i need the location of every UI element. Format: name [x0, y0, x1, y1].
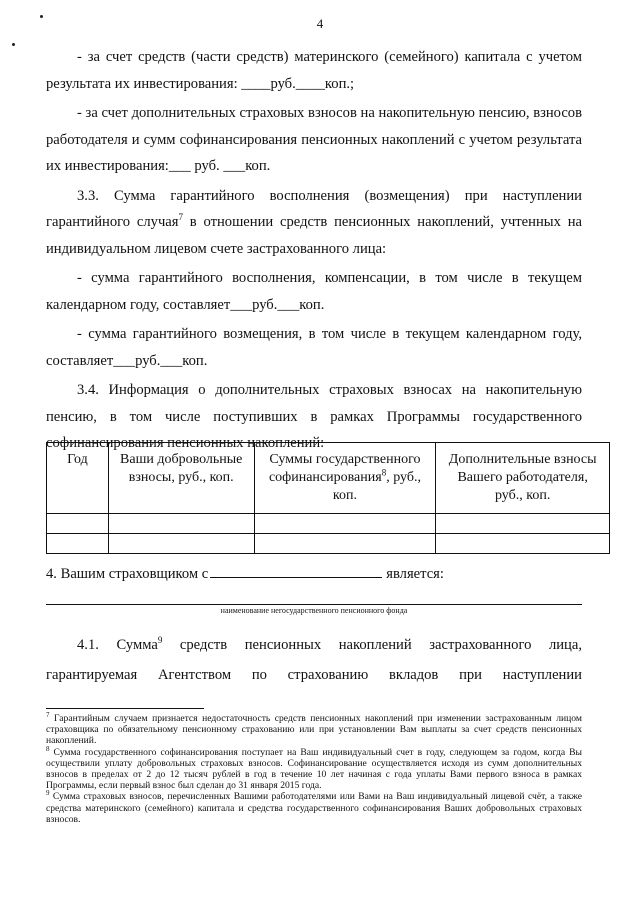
paragraph-3-3: [46, 183, 582, 263]
paragraph-4-1-body: [46, 630, 582, 690]
insurer-label-tail: является:: [386, 566, 444, 582]
page-number: 4: [316, 16, 324, 31]
footnote-ref-7: 7: [178, 212, 183, 223]
footnote-mark: 9: [46, 789, 50, 798]
header-voluntary-contributions: Ваши добровольные взносы, руб., коп.: [108, 443, 254, 514]
table-cell: [254, 514, 436, 534]
paragraph-additional-contributions: - за счет дополнительных страховых взносов на накопительную пенсию, взносов работодателя и сумм софинансирования пенсионных накоплений с учетом результата их инвестирования:___ руб. ___коп.: [46, 105, 582, 174]
footnote-7: [46, 710, 582, 747]
table-cell: [47, 514, 109, 534]
paragraph-4-1: [46, 630, 582, 690]
header-cofinancing-text: Суммы государственного софинансирования: [268, 452, 421, 485]
footnote-text: Гарантийным случаем признается недостаточность средств пенсионных накоплений при изменении застрахованным лицом страховщика по обязательному пенсионному страхованию или при установлении Вам выплаты за счет средств пенсионных накоплений.: [46, 713, 582, 747]
footnote-separator: [46, 708, 204, 709]
fund-name-line: [46, 604, 582, 605]
table-row: [47, 514, 610, 534]
table-cell: [254, 534, 436, 554]
footnote-mark: 7: [46, 710, 50, 719]
header-year: Год: [47, 443, 109, 514]
table-header-row: [47, 443, 610, 514]
footnote-mark: 8: [46, 744, 50, 753]
paragraph-4-1-text: 4.1. Сумма: [77, 637, 158, 653]
scan-speck: [12, 43, 15, 46]
table-cell: [108, 514, 254, 534]
header-employer-contributions: Дополнительные взносы Вашего работодателя, руб., коп.: [436, 443, 610, 514]
insurer-label: 4. Вашим страховщиком с: [46, 566, 209, 582]
fund-name-caption: наименование негосударственного пенсионного фонда: [220, 606, 408, 615]
footnote-ref-9: 9: [157, 635, 163, 646]
table-cell: [108, 534, 254, 554]
main-text: [46, 44, 582, 460]
paragraph-3-4: 3.4. Информация о дополнительных страховых взносах на накопительную пенсию, в том числе поступивших в рамках Программы государственного софинансирования пенсионных накоплений:: [46, 382, 582, 451]
footnote-8: [46, 744, 582, 792]
paragraph-guarantee-restoration: - сумма гарантийного восполнения, компенсации, в том числе в текущем календарном году, составляет___руб.___коп.: [46, 270, 582, 313]
contributions-table: [46, 442, 610, 554]
table-row: [47, 534, 610, 554]
paragraph-3-3-text: 3.3. Сумма гарантийного восполнения (возмещения) при наступлении гарантийного случая: [46, 187, 582, 230]
insurer-date-blank: [210, 563, 382, 578]
paragraph-maternity-capital: - за счет средств (части средств) материнского (семейного) капитала с учетом результата их инвестирования: ____руб.____коп.;: [46, 49, 582, 92]
footnotes: [46, 710, 582, 825]
table-cell: [436, 534, 610, 554]
footnote-ref-8: 8: [381, 467, 387, 478]
insurer-line: [46, 563, 610, 583]
paragraph-guarantee-compensation: - сумма гарантийного возмещения, в том числе в текущем календарном году, составляет___руб.___коп.: [46, 326, 582, 369]
paragraph-3-3-text-tail: в отношении средств пенсионных накоплений, учтенных на индивидуальном лицевом счете застрахованного лица:: [46, 214, 582, 257]
header-cofinancing: [254, 443, 436, 514]
table-cell: [436, 514, 610, 534]
header-cofinancing-tail: , руб., коп.: [332, 470, 421, 503]
paragraph-4-1-text-tail: средств пенсионных накоплений застрахованного лица, гарантируемая Агентством по страхованию вкладов при наступлении: [46, 637, 582, 683]
footnote-text: Сумма страховых взносов, перечисленных Вашими работодателями или Вами на Ваш индивидуальный лицевой счёт, а также средства материнского (семейного) капитала и средства государственного софинансирования Ваших добровольных страховых взносов.: [46, 791, 582, 825]
footnote-text: Сумма государственного софинансирования поступает на Ваш индивидуальный счет в году, следующем за годом, когда Вы осуществили уплату добровольных страховых взносов. Софинансирование осуществляется исходя из сумм дополнительных взносов в пределах от 2 до 12 тысяч рублей в год в течение 10 лет начиная с года уплаты Вами первого взноса в рамках Программы, если первый взнос был сделан до 31 января 2015 года.: [46, 746, 582, 792]
table-cell: [47, 534, 109, 554]
footnote-9: [46, 791, 582, 825]
